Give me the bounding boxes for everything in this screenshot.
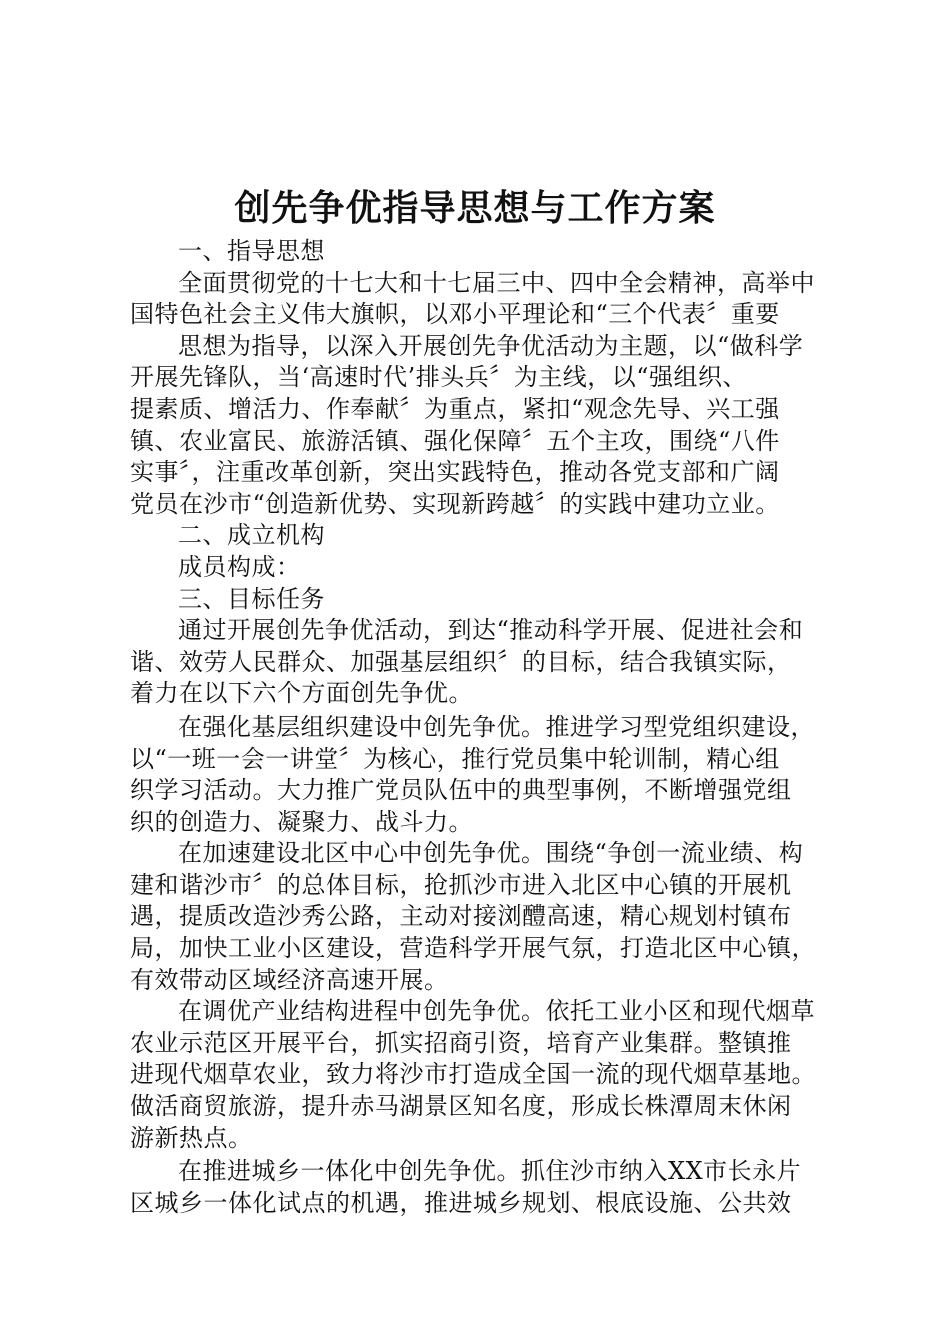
paragraph-line: 局，加快工业小区建设，营造科学开展气氛，打造北区中心镇， — [130, 934, 816, 963]
paragraph-line: 在推进城乡一体化中创先争优。抓住沙市纳入XX市长永片 — [178, 1157, 802, 1186]
paragraph-line: 通过开展创先争优活动，到达“推动科学开展、促进社会和 — [178, 616, 804, 645]
paragraph-line: 区城乡一体化试点的机遇，推进城乡规划、根底设施、公共效 — [130, 1188, 792, 1217]
paragraph-line: 进现代烟草农业，致力将沙市打造成全国一流的现代烟草基地。 — [130, 1060, 816, 1089]
paragraph-line: 全面贯彻党的十七大和十七届三中、四中全会精神，高举中 — [178, 268, 815, 297]
paragraph-line: 织学习活动。大力推广党员队伍中的典型事例，不断增强党组 — [130, 776, 792, 805]
section-heading-target-tasks: 三、目标任务 — [178, 584, 325, 613]
paragraph-line: 开展先锋队，当‘高速时代’排头兵〞为主线，以“强组织、 — [130, 363, 748, 392]
paragraph-line: 做活商贸旅游，提升赤马湖景区知名度，形成长株潭周末休闲 — [130, 1092, 792, 1121]
paragraph-line: 思想为指导，以深入开展创先争优活动为主题，以“做科学 — [178, 331, 804, 360]
paragraph-line: 在强化基层组织建设中创先争优。推进学习型党组织建设， — [178, 712, 815, 741]
paragraph-line: 国特色社会主义伟大旗帜，以邓小平理论和“三个代表〞重要 — [130, 300, 780, 329]
paragraph-line: 游新热点。 — [130, 1123, 253, 1152]
paragraph-line: 成员构成： — [178, 552, 301, 581]
paragraph-line: 党员在沙市“创造新优势、实现新跨越〞的实践中建功立业。 — [130, 489, 780, 518]
paragraph-line: 遇，提质改造沙秀公路，主动对接浏醴高速，精心规划村镇布 — [130, 902, 792, 931]
paragraph-line: 镇、农业富民、旅游活镇、强化保障〞五个主攻，围绕“八件 — [130, 426, 780, 455]
section-heading-establish-organization: 二、成立机构 — [178, 521, 325, 550]
document-title: 创先争优指导思想与工作方案 — [234, 187, 716, 229]
paragraph-line: 在调优产业结构进程中创先争优。依托工业小区和现代烟草 — [178, 997, 815, 1026]
paragraph-line: 以“一班一会一讲堂〞为核心，推行党员集中轮训制，精心组 — [130, 744, 780, 773]
paragraph-line: 着力在以下六个方面创先争优。 — [130, 679, 473, 708]
paragraph-line: 提素质、增活力、作奉献〞为重点，紧扣“观念先导、兴工强 — [130, 394, 780, 423]
document-body — [130, 236, 830, 1219]
section-heading-guiding-thought: 一、指导思想 — [178, 237, 325, 265]
paragraph-line: 实事〞，注重改革创新，突出实践特色，推动各党支部和广阔 — [130, 458, 780, 487]
paragraph-line: 在加速建设北区中心中创先争优。围绕“争创一流业绩、构 — [178, 839, 804, 868]
paragraph-line: 有效带动区域经济高速开展。 — [130, 965, 449, 994]
paragraph-line: 建和谐沙市〞的总体目标，抢抓沙市进入北区中心镇的开展机 — [130, 870, 792, 899]
paragraph-line: 谐、效劳人民群众、加强基层组织〞的目标，结合我镇实际， — [130, 647, 792, 676]
paragraph-line: 农业示范区开展平台，抓实招商引资，培育产业集群。整镇推 — [130, 1028, 792, 1057]
paragraph-line: 织的创造力、凝聚力、战斗力。 — [130, 807, 473, 836]
